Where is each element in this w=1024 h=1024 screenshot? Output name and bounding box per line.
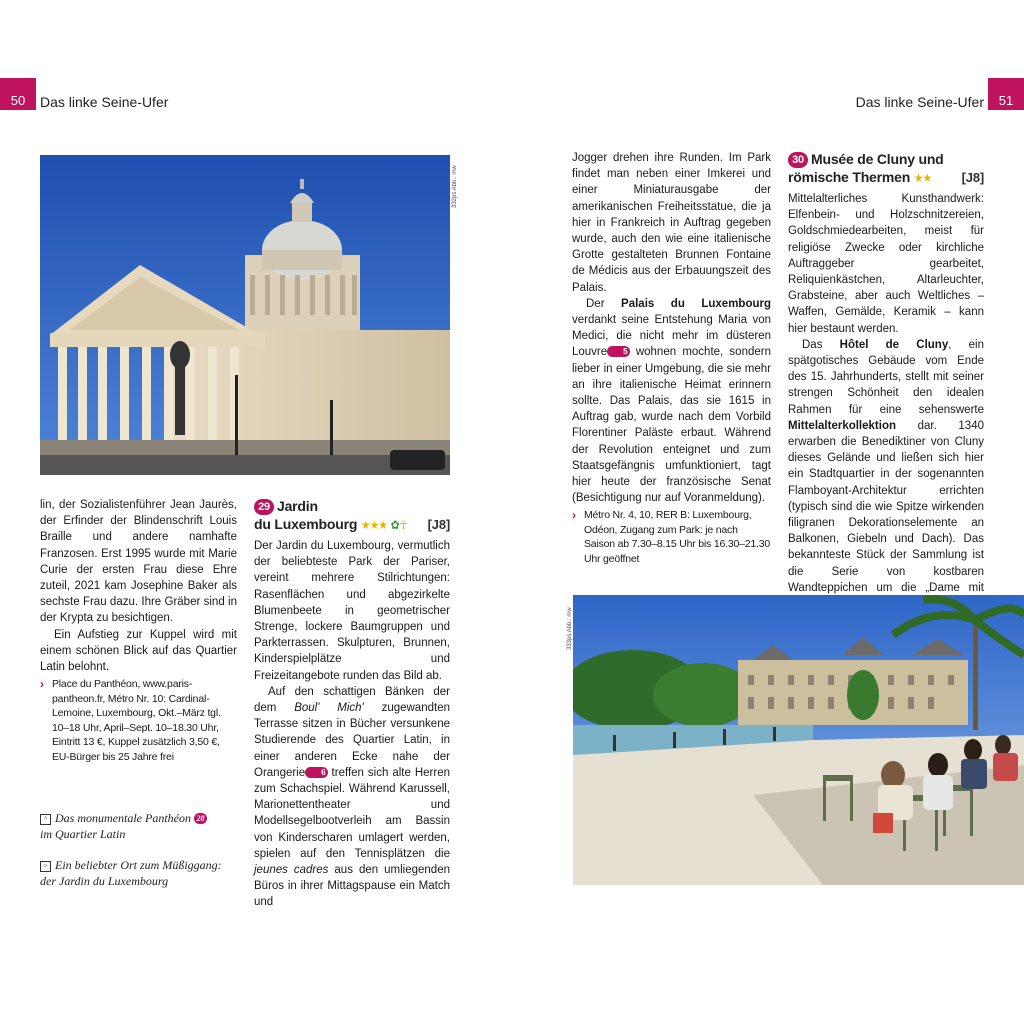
child-icon: ☥	[399, 518, 408, 532]
pantheon-photo	[40, 155, 450, 475]
map-grid-ref: [J8]	[961, 170, 984, 185]
poi-badge: 6	[305, 767, 327, 778]
paragraph: lin, der Sozialistenführer Jean Jaurès, der Erfinder der Blindenschrift Louis Braille und andere namhafte Franzosen. Erst 1995 wurde mit Marie Curie der ersten Frau diese Ehre zuteil, 2021 kam Josephine Baker als sechste Frau dazu. Ihre Gräber sind in der Krypta zu besichtigen.	[40, 499, 237, 625]
section-heading-jardin	[254, 497, 450, 534]
info-text: Métro Nr. 4, 10, RER B: Luxembourg, Odéon, Zugang zum Park: je nach Saison ab 7.30–8.15 Uhr bis 16.30–21.30 Uhr geöffnet	[584, 509, 771, 565]
page-number-right: 51	[988, 78, 1024, 110]
arrow-up-icon: ^	[40, 814, 51, 825]
paragraph: Der Palais du Luxembourg verdankt seine Entstehung Maria von Medici, die nicht mehr im düsteren Louvre 5 wohnen mochte, sondern lieber in einer Umgebung, die sie mehr an ihre italienische Heimat erinnern sollte. Das Palais, das sie 1615 in Auftrag gab, wurde nach dem Vorbild Florentiner Paläste erbaut. Während der Revolution enteignet und zum Staatsgefängnis umfunktioniert, tagt hier heute der französische Senat (Besichtigung nur auf Voranmeldung).	[572, 297, 771, 505]
chevron-right-icon: ›	[572, 508, 576, 523]
info-text: Place du Panthéon, www.paris-pantheon.fr, Métro Nr. 10: Cardinal-Lemoine, Luxembourg, Okt.–März tgl. 10–18 Uhr, April–Sept. 10–18.30 Uhr, Eintritt 13 €, Kuppel zusätzlich 3,50 €, EU-Bürger bis 25 Jahre frei	[52, 678, 221, 763]
star-rating: ★★★	[360, 518, 387, 532]
chevron-right-icon: ›	[40, 677, 44, 692]
caption-text-2: im Quartier Latin	[40, 827, 126, 841]
arrow-right-icon: >	[40, 861, 51, 872]
clover-icon: ✿	[390, 518, 400, 532]
paragraph: Das Hôtel de Cluny, ein spätgotisches Gebäude vom Ende des 15. Jahrhunderts, stellt mit seiner strengen Schönheit den idealen Rahmen für eine sehenswerte Mittelalterkollektion dar. 1340 erwarben die Benediktiner von Cluny dieses Gelände und ließen sich hier ein Stadtquartier in der sogenannten Flamboyant-Architektur errichten (typisch sind die wie Spitze wirkenden filigranen Dekorationselemente an Balkonen, Giebeln und Dach). Das bekannteste Stück der Sammlung ist die Serie von kostbaren Wandteppichen um die „Dame mit	[788, 338, 984, 594]
paragraph: Der Jardin du Luxembourg, vermutlich der beliebteste Park der Pariser, vereint mehrere Stilrichtungen: Rasenflächen und abgezirkelte Blumenbeete in geometrischer Strenge, lockere Baumgruppen und Parkterrassen. Skulpturen, Brunnen, Kinderspielplätze und Freizeitangebote runden das Bild ab.	[254, 540, 450, 682]
caption-text: Ein beliebter Ort zum Müßiggang: der Jardin du Luxembourg	[40, 858, 222, 888]
caption-text: Das monumentale Panthéon	[55, 811, 191, 825]
luxembourg-photo	[573, 595, 1024, 885]
map-grid-ref: [J8]	[427, 517, 450, 532]
poi-badge: 29	[254, 499, 274, 515]
info-box-pantheon	[40, 677, 237, 764]
caption-pantheon	[40, 810, 240, 842]
poi-badge: 28	[194, 813, 207, 824]
photo-credit-2: 333ps Abb.: mw	[567, 607, 573, 650]
paragraph: Jogger drehen ihre Runden. Im Park findet man neben einer Imkerei und einer Miniaturausgabe der amerikanischen Freiheitsstatue, die ja hier in Frankreich in Auftrag gegeben wurde, auch den wie eine italienische Grotte gestalteten Brunnen Fontaine de Médicis aus der Erbauungszeit des Palais.	[572, 152, 771, 294]
paragraph: Mittelalterliches Kunsthandwerk: Elfenbein- und Holzschnitzereien, Goldschmiedearbeiten, meist für religiöse Zwecke oder kirchliche Auftraggeber gearbeitet, Reliquienkästchen, Altarleuchter, Grabsteine, aber auch Weltliches – Waffen, Gemälde, Keramik – kann hier bestaunt werden.	[788, 193, 984, 335]
running-title-left: Das linke Seine-Ufer	[40, 94, 169, 110]
luxembourg-illustration	[573, 595, 1024, 885]
heading-line-2: römische Thermen	[788, 169, 911, 185]
column-2	[254, 497, 450, 911]
info-box-luxembourg	[572, 508, 771, 566]
heading-line-1: Musée de Cluny und	[811, 151, 944, 167]
heading-line-1: Jardin	[277, 498, 318, 514]
poi-badge: 5	[607, 346, 629, 357]
heading-line-2: du Luxembourg	[254, 516, 358, 532]
paragraph: Ein Aufstieg zur Kuppel wird mit einem schönen Blick auf das Quartier Latin belohnt.	[40, 628, 237, 674]
caption-luxembourg	[40, 857, 240, 889]
paragraph: Auf den schattigen Bänken der dem Boul' Mich' zugewandten Terrasse sitzen in Bücher versunkene Studierende des Quartier Latin, in einer anderen Ecke nahe der Orangerie 6 treffen sich alte Herren zum Schachspiel. Während Karussell, Marionettentheater und Modellsegelbootverleih am Bassin von Kinderscharen umlagert werden, spielen auf den Tennisplätzen die jeunes cadres aus den umliegenden Büros in ihrer Mittagspause ein Match und	[254, 685, 450, 909]
section-heading-cluny	[788, 150, 984, 187]
poi-badge: 30	[788, 152, 808, 168]
photo-credit-1: 332ps Abb.: mw	[452, 165, 458, 208]
star-rating: ★★	[913, 171, 932, 185]
running-title-right: Das linke Seine-Ufer	[855, 94, 984, 110]
column-4	[788, 150, 984, 612]
column-3	[572, 150, 771, 566]
pantheon-illustration	[40, 155, 450, 475]
column-1	[40, 497, 237, 764]
page-number-left: 50	[0, 78, 36, 110]
